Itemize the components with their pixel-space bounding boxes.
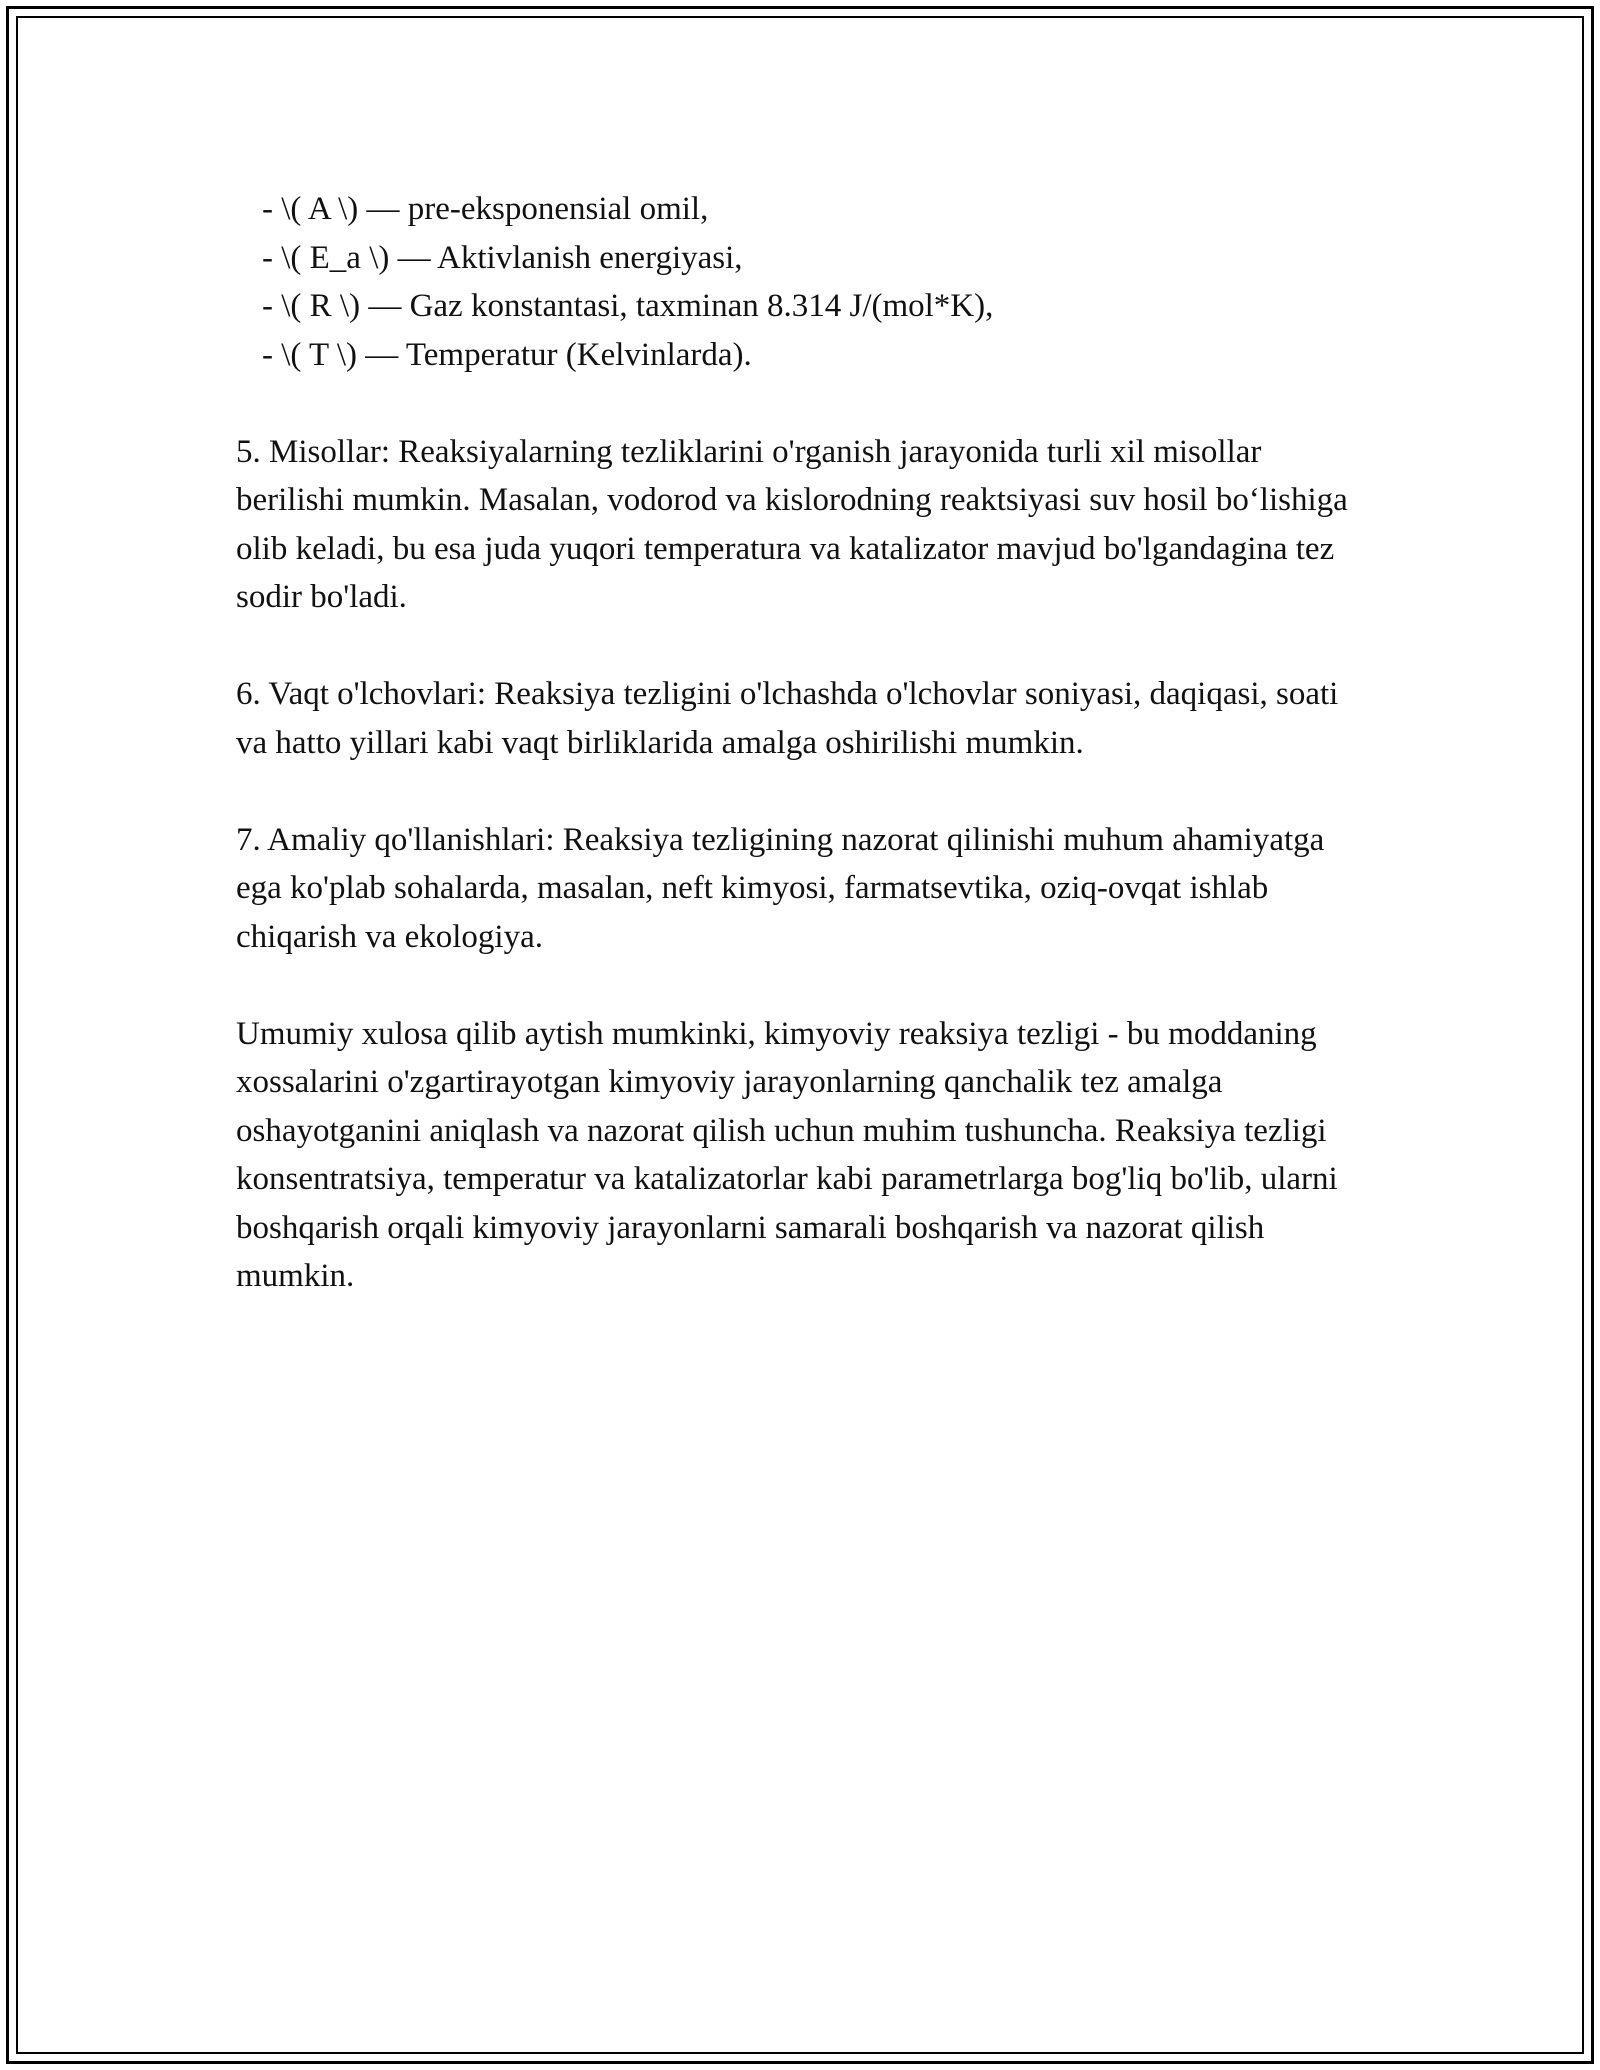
definition-line-ea: - \( E_a \) — Aktivlanish energiyasi, <box>262 239 743 276</box>
variable-definitions-list <box>236 185 1376 379</box>
paragraph-misollar: 5. Misollar: Reaksiyalarning tezliklarini o'rganish jarayonida turli xil misollar berilishi mumkin. Masalan, vodorod va kislorodning reaktsiyasi suv hosil bo‘lishiga olib keladi, bu esa juda yuqori temperatura va katalizator mavjud bo'lgandagina tez sodir bo'ladi. <box>236 433 1348 615</box>
definition-line-t: - \( T \) — Temperatur (Kelvinlarda). <box>262 336 752 373</box>
paragraph-amaliy-qollanishlari: 7. Amaliy qo'llanishlari: Reaksiya tezligining nazorat qilinishi muhum ahamiyatga ega ko'plab sohalarda, masalan, neft kimyosi, farmatsevtika, oziq-ovqat ishlab chiqarish va ekologiya. <box>236 821 1325 955</box>
definition-line-r: - \( R \) — Gaz konstantasi, taxminan 8.314 J/(mol*K), <box>262 288 994 324</box>
definition-line-a: - \( A \) — pre-eksponensial omil, <box>262 191 709 227</box>
paragraph-umumiy-xulosa: Umumiy xulosa qilib aytish mumkinki, kimyoviy reaksiya tezligi - bu moddaning xossalarini o'zgartirayotgan kimyoviy jarayonlarning qanchalik tez amalga oshayotganini aniqlash va nazorat qilish uchun muhim tushuncha. Reaksiya tezligi konsentratsiya, temperatur va katalizatorlar kabi parametrlarga bog'liq bo'lib, ularni boshqarish orqali kimyoviy jarayonlarni samarali boshqarish va nazorat qilish mumkin. <box>236 1015 1338 1294</box>
paragraph-vaqt-olchovlari: 6. Vaqt o'lchovlari: Reaksiya tezligini o'lchashda o'lchovlar soniyasi, daqiqasi, soati va hatto yillari kabi vaqt birliklarida amalga oshirilishi mumkin. <box>236 676 1339 761</box>
document-body <box>236 185 1376 1301</box>
